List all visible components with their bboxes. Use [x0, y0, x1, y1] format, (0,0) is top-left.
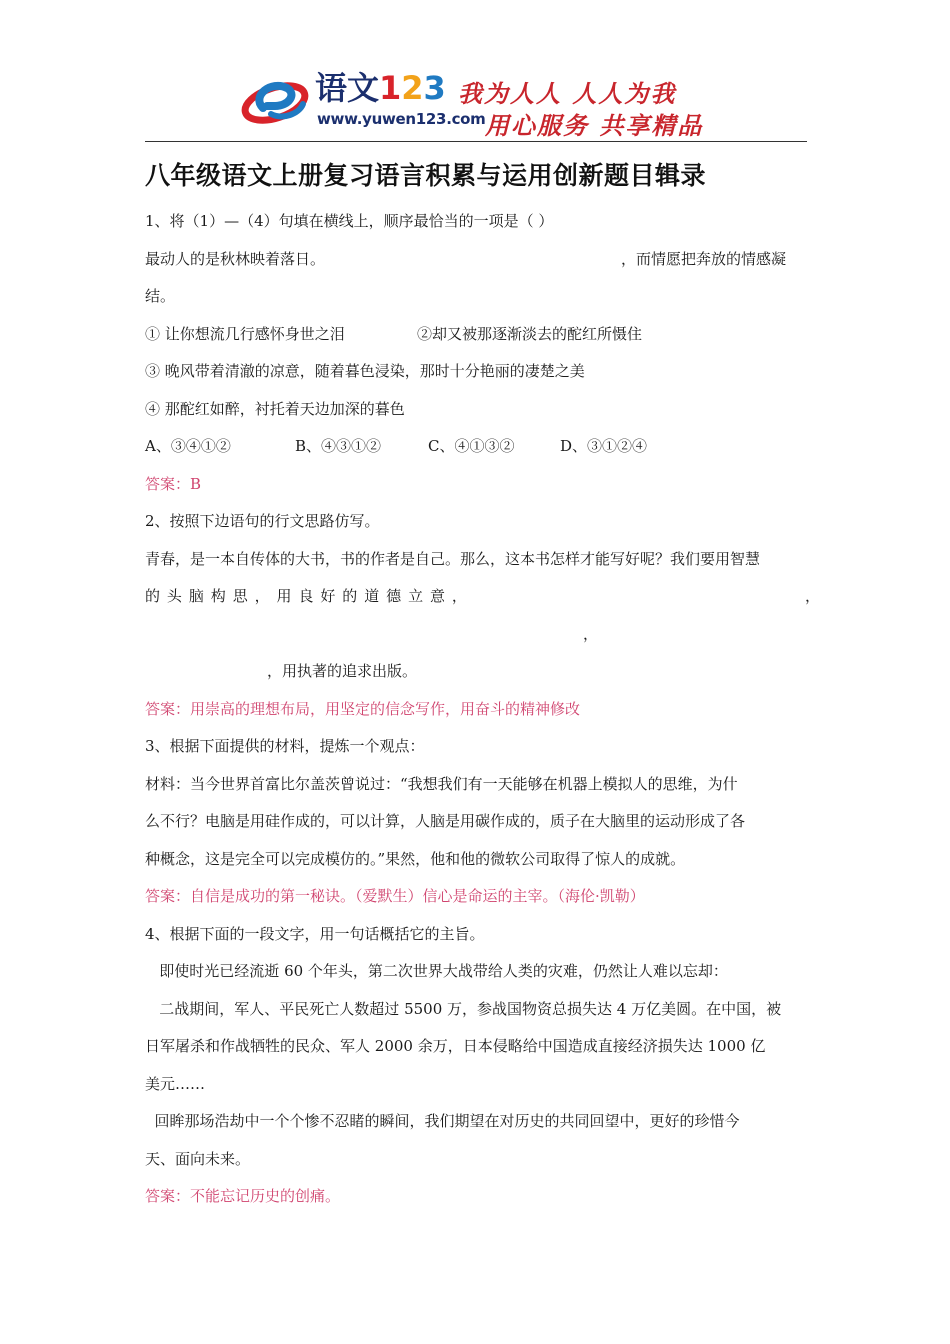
q3-line-1: 材料：当今世界首富比尔盖茨曾说过：“我想我们有一天能够在机器上模拟人的思维，为什 — [145, 774, 738, 793]
q2-line-3-mark: ， — [583, 624, 599, 643]
q3-answer: 答案：自信是成功的第一秘诀。（爱默生）信心是命运的主宰。（海伦·凯勒） — [145, 887, 645, 905]
q2-char: 德 — [386, 587, 402, 605]
q2-line-4 — [145, 653, 807, 691]
q1-option-1: ① 让你想流几行感怀身世之泪 — [145, 324, 345, 343]
q2-char: 脑 — [188, 587, 204, 605]
q1-answer: 答案：B — [145, 474, 202, 493]
q2-char: 构 — [210, 587, 226, 605]
q2-char: 良 — [298, 587, 314, 605]
q1-sentence-start: 最动人的是秋林映着落日。 — [145, 249, 326, 268]
yuwen-logo-icon — [241, 70, 313, 132]
site-url: www.yuwen123.com — [317, 110, 486, 128]
q2-char: ， — [254, 587, 270, 605]
q2-char: 的 — [145, 587, 161, 605]
q2-char: 头 — [166, 587, 182, 605]
q2-line-4-text: ，用执著的追求出版。 — [267, 662, 418, 680]
q1-choice-d: D、③①②④ — [560, 437, 648, 455]
q1-options-row — [145, 316, 807, 354]
q4-line-5: 回眸那场浩劫中一个个惨不忍睹的瞬间，我们期望在对历史的共同回望中，更好的珍惜今 — [145, 1112, 740, 1130]
q1-choices-row — [145, 428, 807, 466]
q3-stem: 3、根据下面提供的材料，提炼一个观点： — [145, 737, 425, 755]
q1-stem: 1、将（1）—（4）句填在横线上，顺序最恰当的一项是（ ） — [145, 212, 554, 230]
q2-char: 道 — [364, 587, 380, 605]
q2-char: 的 — [342, 587, 358, 605]
q4-line-2: 二战期间，军人、平民死亡人数超过 5500 万，参战国物资总损失达 4 万亿美圆。在中国，被 — [145, 999, 782, 1018]
q2-line-3 — [145, 616, 807, 654]
q2-char: 意 — [429, 587, 445, 605]
q2-char: 思 — [232, 587, 248, 605]
q2-stem: 2、按照下边语句的行文思路仿写。 — [145, 512, 380, 530]
header-banner — [145, 66, 807, 142]
q2-line-2-spaced — [145, 578, 467, 616]
slogan-line-1: 我为人人 人人为我 — [458, 79, 677, 108]
q1-option-2: ②却又被那逐渐淡去的酡红所慑住 — [417, 324, 643, 343]
q1-choice-a: A、③④①② — [145, 437, 231, 455]
document-body — [145, 203, 821, 1216]
q2-line-1: 青春，是一本自传体的大书，书的作者是自己。那么，这本书怎样才能写好呢？我们要用智慧 — [145, 549, 761, 568]
q1-sentence-end: 结。 — [145, 287, 176, 305]
q1-sentence — [145, 241, 807, 279]
document-title: 八年级语文上册复习语言积累与运用创新题目辑录 — [145, 161, 707, 190]
q2-char: 立 — [408, 587, 424, 605]
brand-name: 语文123 — [315, 69, 446, 107]
slogan-line-2: 用心服务 共享精品 — [485, 111, 704, 140]
q2-char: 好 — [320, 587, 336, 605]
q4-line-4: 美元…… — [145, 1074, 206, 1093]
q2-char: 用 — [276, 587, 292, 605]
q2-char: ， — [451, 587, 467, 605]
q4-line-3: 日军屠杀和作战牺牲的民众、军人 2000 余万，日本侵略给中国造成直接经济损失达 1000 亿 — [145, 1037, 766, 1055]
q1-option-4: ④ 那酡红如醉，衬托着天边加深的暮色 — [145, 399, 405, 418]
q4-line-6: 天、面向未来。 — [145, 1149, 251, 1168]
q2-line-2 — [145, 578, 821, 616]
q2-answer: 答案：用崇高的理想布局，用坚定的信念写作，用奋斗的精神修改 — [145, 699, 581, 718]
q1-choice-c: C、④①③② — [428, 437, 515, 455]
q2-line-2-end: ， — [805, 587, 821, 605]
q1-sentence-mid: ，而情愿把奔放的情感凝 — [621, 249, 787, 268]
header-divider — [145, 141, 807, 142]
q4-stem: 4、根据下面的一段文字，用一句话概括它的主旨。 — [145, 924, 485, 943]
q4-line-1: 即使时光已经流逝 60 个年头，第二次世界大战带给人类的灾难，仍然让人难以忘却： — [145, 962, 728, 980]
q4-answer: 答案：不能忘记历史的创痛。 — [145, 1187, 341, 1205]
q3-line-2: 么不行？电脑是用硅作成的，可以计算，人脑是用碳作成的，质子在大脑里的运动形成了各 — [145, 812, 746, 830]
q1-option-3: ③ 晚风带着清澈的凉意，随着暮色浸染，那时十分艳丽的凄楚之美 — [145, 362, 585, 380]
q3-line-3: 种概念，这是完全可以完成模仿的。”果然，他和他的微软公司取得了惊人的成就。 — [145, 849, 686, 868]
q1-choice-b: B、④③①② — [295, 437, 382, 455]
